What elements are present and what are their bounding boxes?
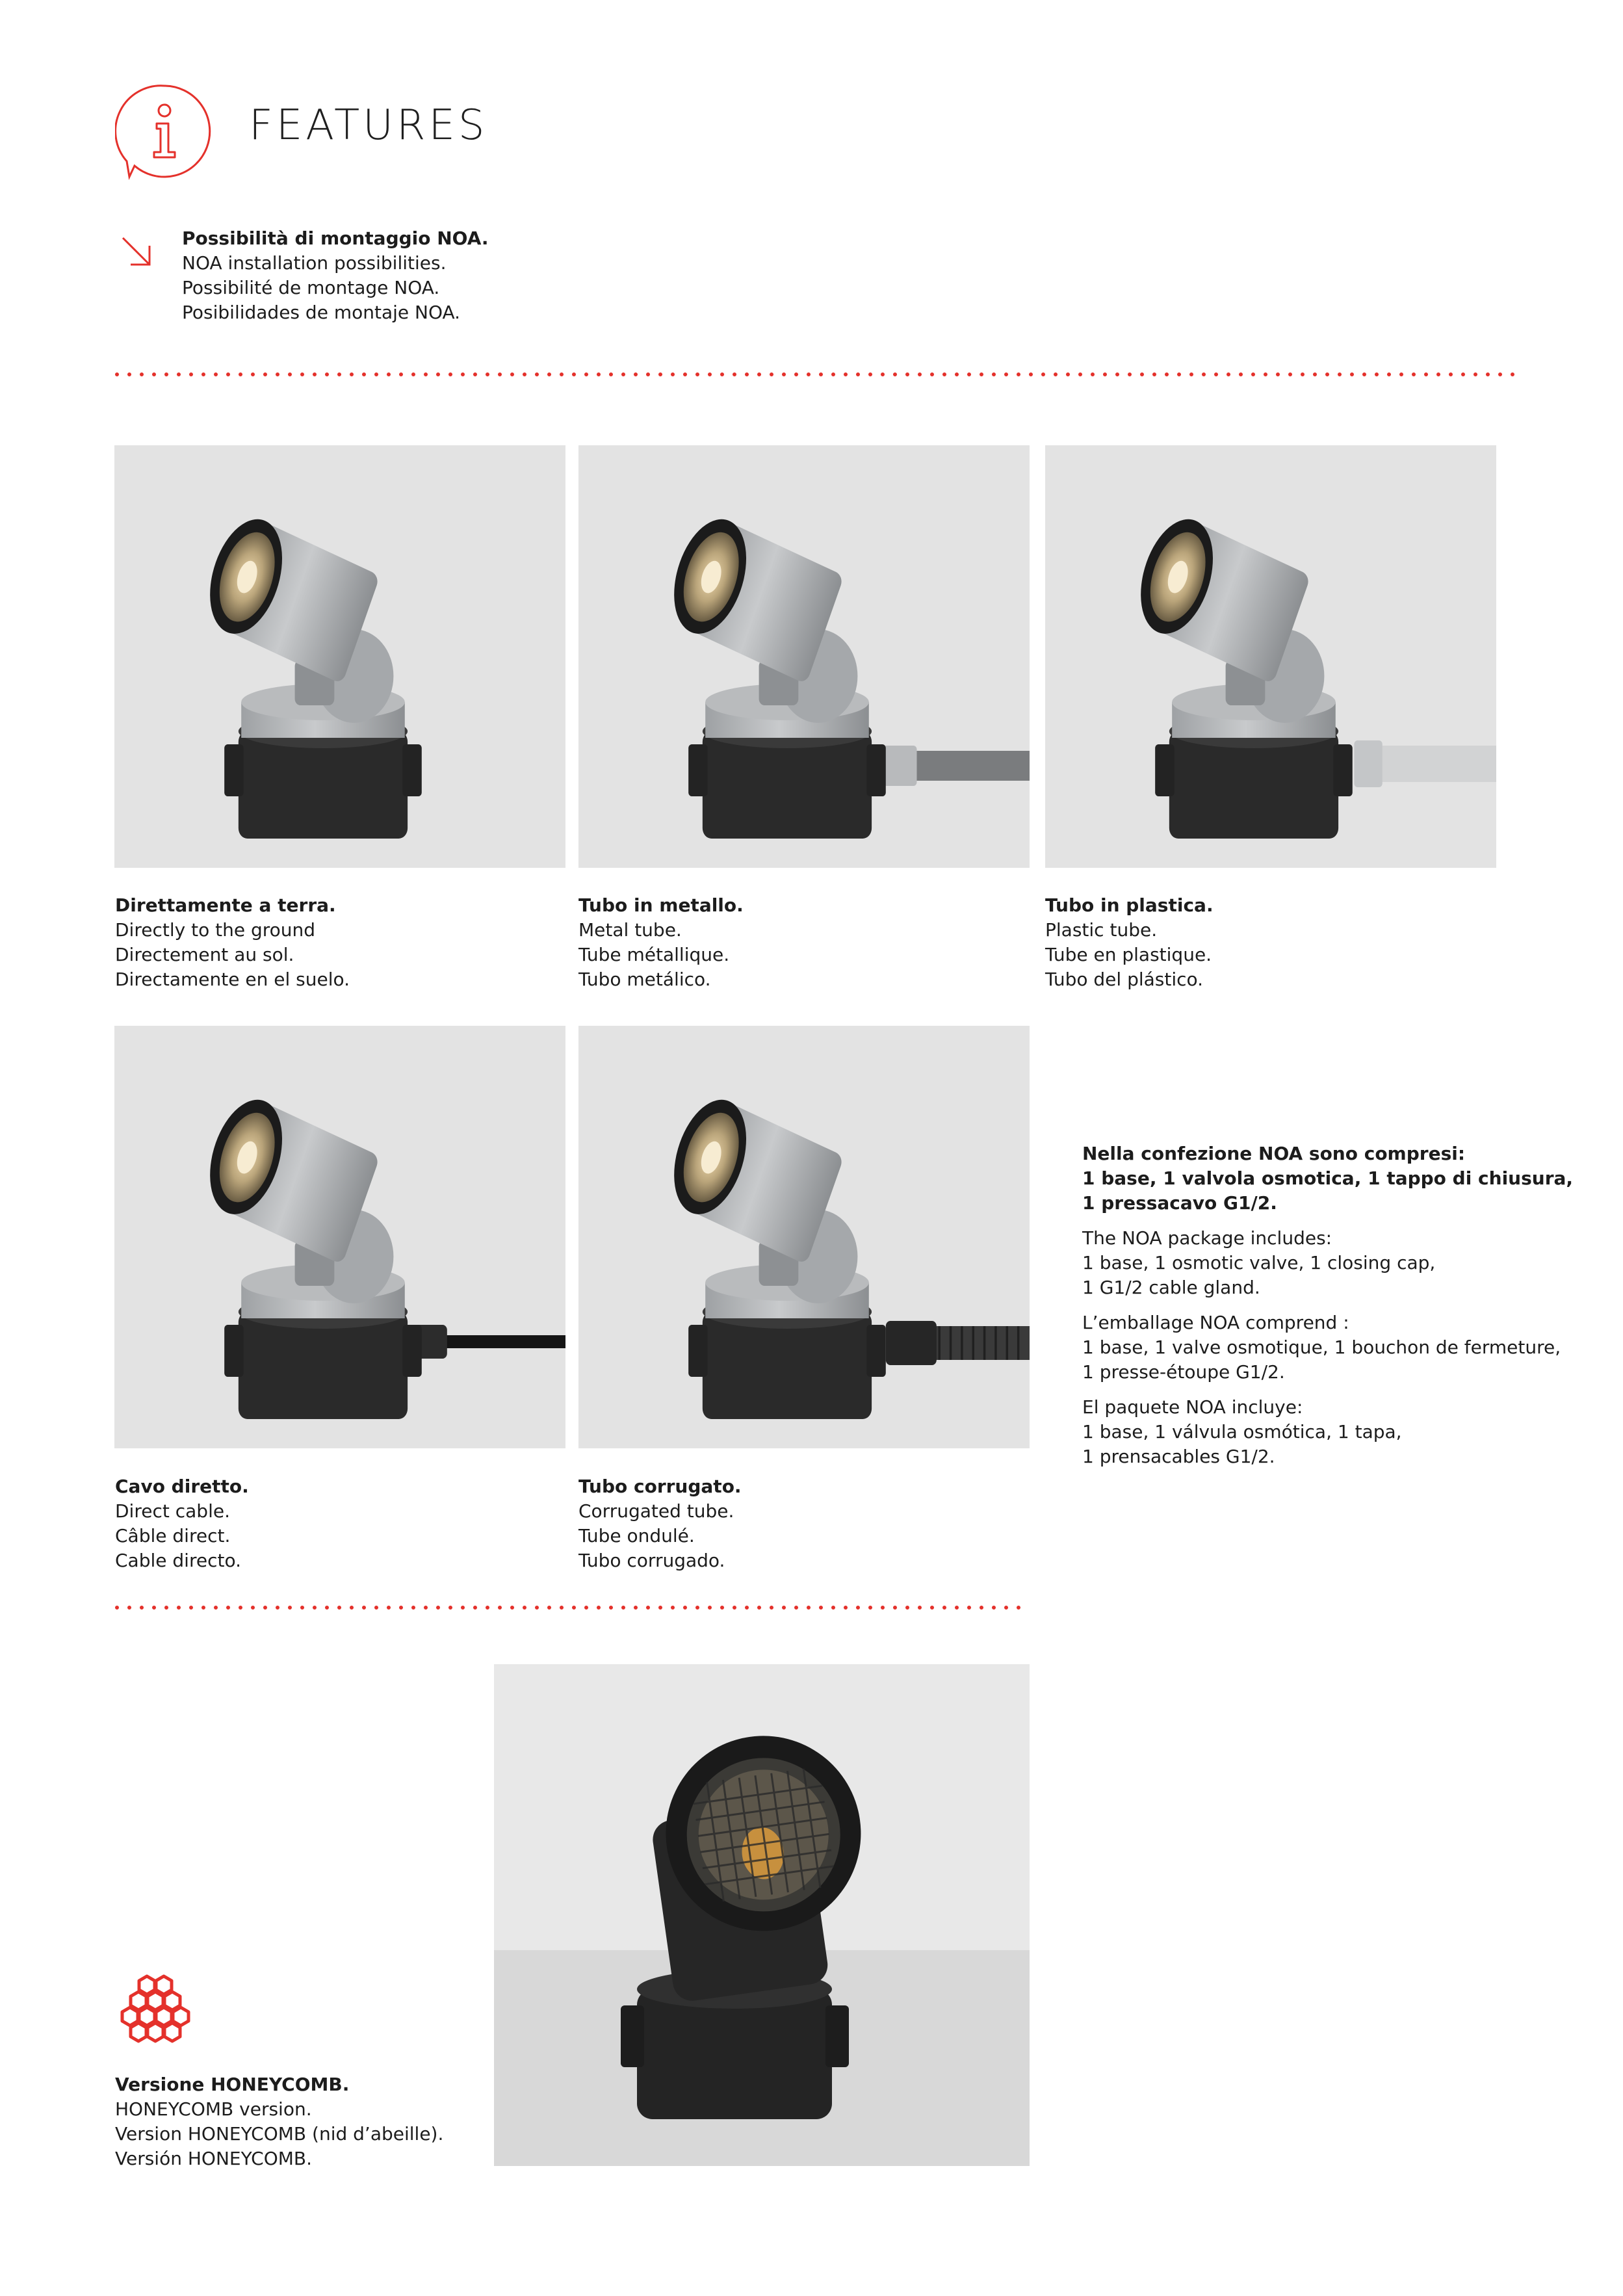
dotted-divider	[114, 1602, 1031, 1613]
arrow-down-right-icon	[119, 234, 155, 270]
package-contents: Nella confezione NOA sono compresi: 1 base, 1 valvola osmotica, 1 tappo di chiusura, 1 pressacavo G1/2. The NOA package includes: 1 base, 1 osmotic valve, 1 closing cap, 1 G1/2 cable gland. L’emballage NOA comprend : 1 base, 1 valve osmotique, 1 bouchon de fermeture, 1 presse-étoupe G1/2. El paquete NOA incluye: 1 base, 1 válvula osmótica, 1 tapa, 1 prensacables G1/2.	[1082, 1143, 1574, 1467]
photo-direct-cable	[114, 1026, 565, 1448]
photo-plastic-tube	[1045, 445, 1496, 868]
page-title: FEATURES	[249, 101, 488, 150]
intro-line-es: Posibilidades de montaje NOA.	[182, 302, 461, 323]
info-speech-bubble-icon	[115, 82, 214, 181]
option-caption: Cavo diretto. Direct cable. Câble direct. Cable directo.	[115, 1476, 249, 1571]
photo-metal-tube	[578, 445, 1030, 868]
honeycomb-icon	[117, 1972, 194, 2049]
intro-line-en: NOA installation possibilities.	[182, 252, 447, 274]
option-caption: Tubo corrugato. Corrugated tube. Tube ondulé. Tubo corrugado.	[578, 1476, 742, 1571]
option-caption: Tubo in plastica. Plastic tube. Tube en plastique. Tubo del plástico.	[1045, 894, 1214, 990]
intro-text	[182, 226, 489, 325]
dotted-divider	[114, 369, 1525, 380]
photo-direct-to-ground	[114, 445, 565, 868]
option-caption: Tubo in metallo. Metal tube. Tube métallique. Tubo metálico.	[578, 894, 744, 990]
honeycomb-caption: Versione HONEYCOMB. HONEYCOMB version. Version HONEYCOMB (nid d’abeille). Versión HONEYCOMB.	[115, 2074, 444, 2169]
option-caption: Direttamente a terra. Directly to the ground Directement au sol. Directamente en el suelo.	[115, 894, 350, 990]
intro-title: Possibilità di montaggio NOA.	[182, 228, 489, 249]
intro-line-fr: Possibilité de montage NOA.	[182, 277, 440, 298]
photo-corrugated-tube	[578, 1026, 1030, 1448]
photo-honeycomb	[494, 1664, 1030, 2166]
